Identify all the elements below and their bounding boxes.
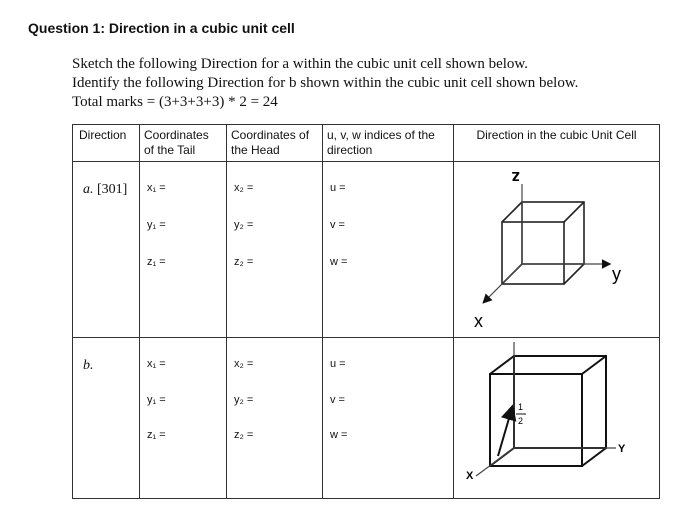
header-row [73, 125, 660, 162]
label-indices: [301] [97, 182, 128, 197]
x2-field[interactable]: x₂ = [234, 182, 254, 194]
instructions [72, 55, 578, 112]
x2-field[interactable]: x₂ = [234, 358, 254, 370]
x-axis-label: x [474, 311, 483, 331]
head-cell [227, 338, 323, 499]
header-direction: Direction [73, 125, 140, 162]
cube-front-face [490, 374, 582, 466]
header-tail: Coordinates of the Tail [140, 125, 227, 162]
instruction-line-1: Sketch the following Direction for a within the cubic unit cell shown below. [72, 56, 529, 72]
x1-field[interactable]: x₁ = [147, 182, 166, 194]
z-axis-label: z [511, 168, 520, 187]
x-axis [484, 264, 522, 302]
v-field[interactable]: v = [330, 394, 345, 406]
table-row [73, 338, 660, 499]
indices-cell [323, 338, 454, 499]
x1-field[interactable]: x₁ = [147, 358, 166, 370]
w-field[interactable]: w = [330, 429, 348, 441]
y-axis-label: Y [618, 443, 626, 455]
w-field[interactable]: w = [330, 256, 348, 268]
z2-field[interactable]: z₂ = [234, 256, 254, 268]
direction-vector [498, 408, 512, 456]
fraction-denominator: 2 [518, 416, 524, 426]
tail-cell [140, 338, 227, 499]
instruction-line-2: Identify the following Direction for b shown within the cubic unit cell shown below. [72, 75, 579, 91]
u-field[interactable]: u = [330, 358, 346, 370]
y-axis-label: y [612, 264, 621, 284]
z1-field[interactable]: z₁ = [147, 256, 166, 268]
direction-label-cell [73, 338, 140, 499]
y1-field[interactable]: y₁ = [147, 219, 166, 231]
y2-field[interactable]: y₂ = [234, 219, 254, 231]
direction-table [72, 124, 660, 499]
question-title: Question 1: Direction in a cubic unit cell [28, 20, 295, 36]
direction-label-cell [73, 162, 140, 338]
header-head: Coordinates of the Head [227, 125, 323, 162]
v-field[interactable]: v = [330, 219, 345, 231]
fraction-numerator: 1 [518, 402, 524, 412]
tail-cell [140, 162, 227, 338]
direction-label [83, 182, 127, 198]
label-letter: b. [83, 358, 94, 373]
z1-field[interactable]: z₁ = [147, 429, 166, 441]
unit-cell-drawing-b [454, 338, 660, 499]
table-row [73, 162, 660, 338]
x-axis [476, 448, 514, 476]
header-unit-cell: Direction in the cubic Unit Cell [454, 125, 660, 162]
direction-label [83, 358, 94, 374]
cubic-unit-cell-b [454, 338, 660, 483]
x-axis-label: X [466, 470, 474, 482]
z2-field[interactable]: z₂ = [234, 429, 254, 441]
y1-field[interactable]: y₁ = [147, 394, 166, 406]
label-letter: a. [83, 182, 94, 197]
cubic-unit-cell-a [454, 162, 660, 337]
cube-back-face [514, 356, 606, 448]
instruction-line-3: Total marks = (3+3+3+3) * 2 = 24 [72, 94, 278, 110]
indices-cell [323, 162, 454, 338]
u-field[interactable]: u = [330, 182, 346, 194]
head-cell [227, 162, 323, 338]
unit-cell-drawing-a [454, 162, 660, 338]
y2-field[interactable]: y₂ = [234, 394, 254, 406]
header-indices: u, v, w indices of the direction [323, 125, 454, 162]
